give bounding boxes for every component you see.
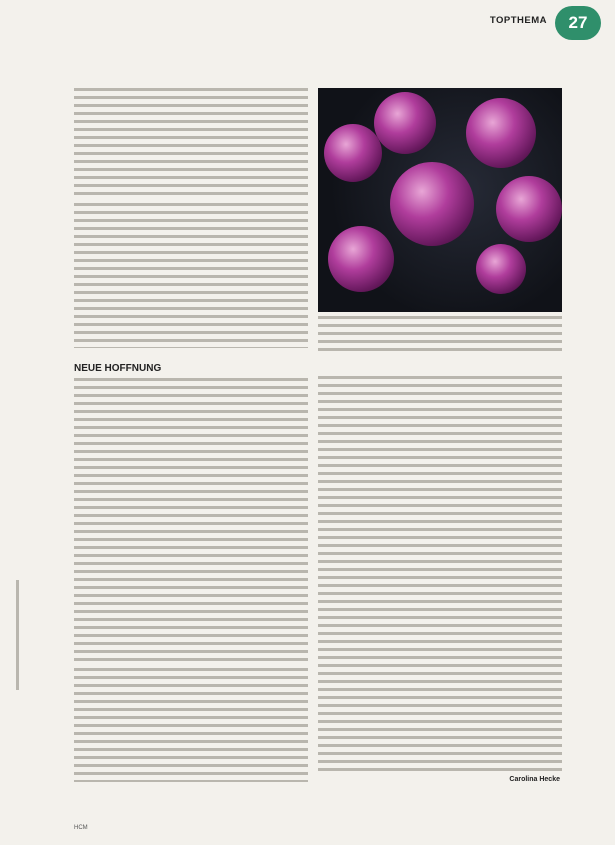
photo-caption-placeholder (318, 316, 562, 354)
bacteria-cell (390, 162, 474, 246)
image-credit-placeholder (16, 580, 20, 690)
bacteria-photo (318, 88, 562, 312)
bacteria-cell (496, 176, 562, 242)
bacteria-cell (466, 98, 536, 168)
article-body-placeholder (74, 378, 308, 664)
article-body-placeholder (74, 203, 308, 348)
section-heading: NEUE HOFFNUNG (74, 363, 162, 374)
bacteria-cell (374, 92, 436, 154)
bacteria-cell (324, 124, 382, 182)
bacteria-cell (476, 244, 526, 294)
article-body-placeholder (74, 88, 308, 196)
section-label: TOPTHEMA (489, 15, 547, 26)
footer-label: HCM (74, 825, 88, 831)
bacteria-cell (328, 226, 394, 292)
article-body-placeholder (74, 668, 308, 782)
page-number-badge: 27 (555, 6, 601, 40)
author-byline: Carolina Hecke (509, 776, 560, 783)
article-body-placeholder (318, 376, 562, 774)
